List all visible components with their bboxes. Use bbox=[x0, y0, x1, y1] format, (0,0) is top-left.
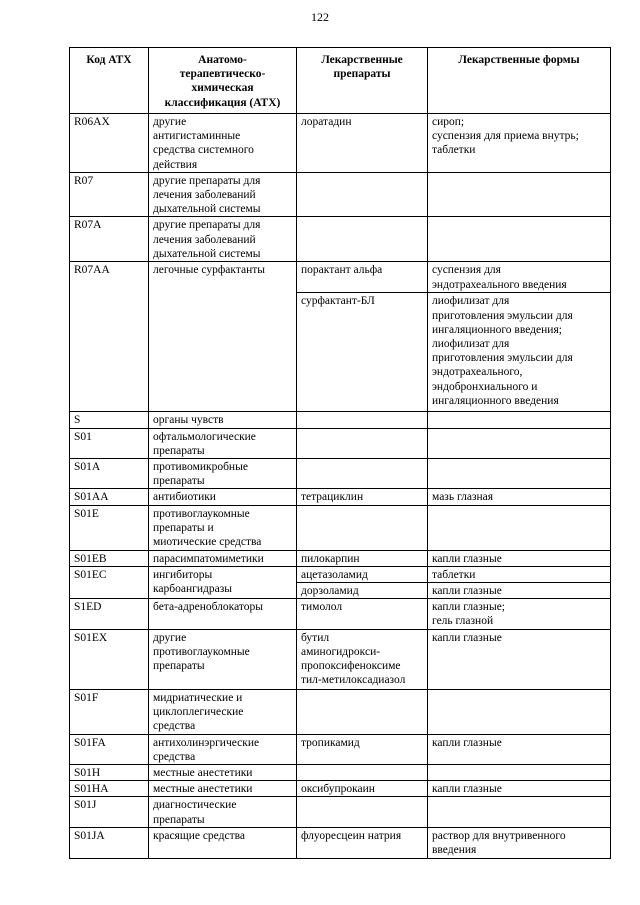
form-cell: капли глазные bbox=[428, 583, 611, 599]
form-cell bbox=[428, 172, 611, 217]
atc-cell: органы чувств bbox=[149, 412, 297, 428]
table-row bbox=[70, 293, 611, 412]
drug-cell: тетрациклин bbox=[297, 489, 428, 505]
drug-cell: сурфактант-БЛ bbox=[297, 293, 428, 412]
atc-cell: другие противоглаукомные препараты bbox=[149, 629, 297, 689]
form-cell bbox=[428, 505, 611, 550]
code-cell: S01E bbox=[70, 505, 149, 550]
header-atc-code: Код АТХ bbox=[70, 48, 149, 114]
drug-cell: бутил аминогидрокси- пропоксифеноксиме тил-метилоксадиазол bbox=[297, 629, 428, 689]
drug-cell: пилокарпин bbox=[297, 550, 428, 566]
drug-cell bbox=[297, 217, 428, 262]
form-cell bbox=[428, 217, 611, 262]
code-cell: R07A bbox=[70, 217, 149, 262]
atc-cell: парасимпатомиметики bbox=[149, 550, 297, 566]
drug-cell bbox=[297, 797, 428, 827]
code-cell: S01FA bbox=[70, 734, 149, 764]
header-atc-classification: Анатомо- терапевтическо- химическая классификация (АТХ) bbox=[149, 48, 297, 114]
atc-cell: антибиотики bbox=[149, 489, 297, 505]
code-cell: S01HA bbox=[70, 781, 149, 797]
table-row bbox=[70, 599, 611, 629]
drug-cell bbox=[297, 505, 428, 550]
code-cell: S01EX bbox=[70, 629, 149, 689]
table-row bbox=[70, 797, 611, 827]
drug-cell bbox=[297, 689, 428, 734]
drug-cell bbox=[297, 172, 428, 217]
code-cell: S01A bbox=[70, 459, 149, 489]
table-row bbox=[70, 412, 611, 428]
table-row bbox=[70, 827, 611, 858]
drug-cell: флуоресцеин натрия bbox=[297, 827, 428, 858]
atc-cell bbox=[149, 293, 297, 412]
code-cell bbox=[70, 293, 149, 412]
form-cell: раствор для внутривенного введения bbox=[428, 827, 611, 858]
form-cell: капли глазные bbox=[428, 781, 611, 797]
code-cell: S01 bbox=[70, 428, 149, 458]
drug-cell: тропикамид bbox=[297, 734, 428, 764]
table-row bbox=[70, 505, 611, 550]
form-cell bbox=[428, 428, 611, 458]
form-cell bbox=[428, 797, 611, 827]
atc-cell: красящие средства bbox=[149, 827, 297, 858]
form-cell: сироп; суспензия для приема внутрь; таблетки bbox=[428, 114, 611, 173]
table-row bbox=[70, 114, 611, 173]
code-cell: S bbox=[70, 412, 149, 428]
drug-cell: дорзоламид bbox=[297, 583, 428, 599]
table-row bbox=[70, 217, 611, 262]
table-row bbox=[70, 781, 611, 797]
code-cell: S01JA bbox=[70, 827, 149, 858]
code-cell: S01AA bbox=[70, 489, 149, 505]
atc-cell: противоглаукомные препараты и миотические средства bbox=[149, 505, 297, 550]
atc-cell: ингибиторы карбоангидразы bbox=[149, 566, 297, 598]
drug-cell bbox=[297, 428, 428, 458]
table-header-row bbox=[70, 48, 611, 114]
form-cell: капли глазные bbox=[428, 550, 611, 566]
code-cell: R07AA bbox=[70, 262, 149, 293]
code-cell bbox=[70, 583, 149, 599]
page-number: 122 bbox=[311, 10, 329, 24]
form-cell: мазь глазная bbox=[428, 489, 611, 505]
code-cell: R06AX bbox=[70, 114, 149, 173]
atc-cell: другие препараты для лечения заболеваний дыхательной системы bbox=[149, 172, 297, 217]
drug-cell bbox=[297, 459, 428, 489]
atc-cell: местные анестетики bbox=[149, 781, 297, 797]
table-row bbox=[70, 172, 611, 217]
table-row bbox=[70, 629, 611, 689]
code-cell: S01J bbox=[70, 797, 149, 827]
form-cell: капли глазные; гель глазной bbox=[428, 599, 611, 629]
drug-cell: лоратадин bbox=[297, 114, 428, 173]
atc-cell: бета-адреноблокаторы bbox=[149, 599, 297, 629]
code-cell: S01EB bbox=[70, 550, 149, 566]
atc-cell: другие антигистаминные средства системного действия bbox=[149, 114, 297, 173]
table-row bbox=[70, 566, 611, 582]
form-cell bbox=[428, 689, 611, 734]
table-row bbox=[70, 489, 611, 505]
table-row bbox=[70, 765, 611, 781]
atc-cell: противомикробные препараты bbox=[149, 459, 297, 489]
table-row bbox=[70, 550, 611, 566]
table-row bbox=[70, 734, 611, 764]
code-cell: S01F bbox=[70, 689, 149, 734]
header-dosage-forms: Лекарственные формы bbox=[428, 48, 611, 114]
drug-cell bbox=[297, 412, 428, 428]
drug-cell: порактант альфа bbox=[297, 262, 428, 293]
drug-cell: оксибупрокаин bbox=[297, 781, 428, 797]
atc-cell: антихолинэргические средства bbox=[149, 734, 297, 764]
header-drugs: Лекарственные препараты bbox=[297, 48, 428, 114]
atc-cell: местные анестетики bbox=[149, 765, 297, 781]
drug-cell: тимолол bbox=[297, 599, 428, 629]
atc-cell: другие препараты для лечения заболеваний дыхательной системы bbox=[149, 217, 297, 262]
code-cell: R07 bbox=[70, 172, 149, 217]
form-cell: капли глазные bbox=[428, 734, 611, 764]
code-cell: S01EC bbox=[70, 566, 149, 582]
atx-table bbox=[69, 47, 611, 859]
table-row bbox=[70, 428, 611, 458]
table-row bbox=[70, 262, 611, 293]
atc-cell: мидриатические и циклоплегические средства bbox=[149, 689, 297, 734]
form-cell bbox=[428, 459, 611, 489]
code-cell: S1ED bbox=[70, 599, 149, 629]
code-cell: S01H bbox=[70, 765, 149, 781]
form-cell: таблетки bbox=[428, 566, 611, 582]
atc-cell: офтальмологические препараты bbox=[149, 428, 297, 458]
form-cell bbox=[428, 412, 611, 428]
form-cell bbox=[428, 765, 611, 781]
form-cell: суспензия для эндотрахеального введения bbox=[428, 262, 611, 293]
table-row bbox=[70, 459, 611, 489]
atc-cell: диагностические препараты bbox=[149, 797, 297, 827]
drug-cell: ацетазоламид bbox=[297, 566, 428, 582]
atc-cell: легочные сурфактанты bbox=[149, 262, 297, 293]
drug-cell bbox=[297, 765, 428, 781]
form-cell: лиофилизат для приготовления эмульсии для ингаляционного введения; лиофилизат для приготовления эмульсии для эндотрахеального, эндобронхиального и ингаляционного введения bbox=[428, 293, 611, 412]
form-cell: капли глазные bbox=[428, 629, 611, 689]
table-row bbox=[70, 689, 611, 734]
